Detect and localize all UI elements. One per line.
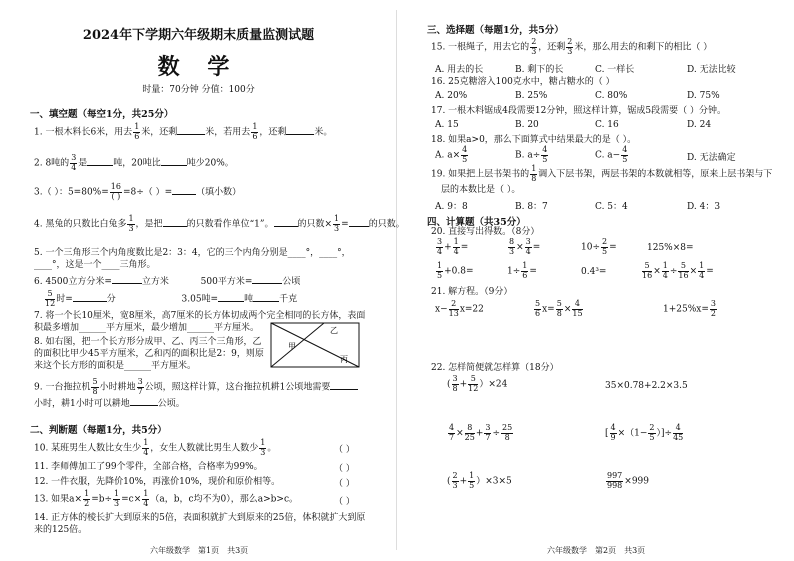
question-12: 12. 一件衣服，先降价10%，再涨价10%，现价和原价相等。 xyxy=(34,477,281,487)
option-16a[interactable]: A. 20% xyxy=(435,91,468,101)
calc-20-2: $\frac{8}{3}$ × $\frac{3}{4}$ = xyxy=(509,237,541,256)
calc-20-6: 1÷ $\frac{1}{6}$ = xyxy=(507,261,537,280)
subject-title: 数 学 xyxy=(157,54,240,80)
exam-meta: 时量：70分钟 分值：100分 xyxy=(142,85,255,95)
calc-20-7: 0.4³= xyxy=(581,267,607,277)
question-5: 5. 一个三角形三个内角度数比是2：3：4，它的三个内角分别是____°，____°，____°，这是一个____三角形。 xyxy=(34,248,351,270)
simplify-22-4: [ $\frac{4}{9}$ ×（1− $\frac{2}{5}$ ）]÷ $\frac{4}{45}$ xyxy=(605,423,684,442)
question-13: 13. 如果a× $\frac{1}{2}$ =b÷ $\frac{1}{3}$ =c× $\frac{1}{4}$ （a，b，c均不为0），那么a>b>c。 xyxy=(34,489,298,508)
section-judge: 二、判断题（每题1分，共5分） xyxy=(30,425,167,436)
option-15c[interactable]: C. 一样长 xyxy=(595,65,635,75)
option-16b[interactable]: B. 25% xyxy=(515,91,548,101)
option-15d[interactable]: D. 无法比较 xyxy=(687,65,736,75)
question-9: 9. 一台拖拉机 $\frac{5}{8}$ 小时耕地 $\frac{3}{7}$ 公顷，照这样计算，这台拖拉机耕1公顷地需要小时，耕1小时可以耕地 公顷。 xyxy=(34,378,366,411)
option-18c[interactable]: C. a− $\frac{4}{5}$ xyxy=(595,145,628,164)
question-11: 11. 李师傅加工了99个零件，全部合格，合格率为99%。 xyxy=(34,462,263,472)
option-16d[interactable]: D. 75% xyxy=(687,91,720,101)
section-fill-blank: 一、填空题（每空1分，共25分） xyxy=(30,109,174,120)
option-18b[interactable]: B. a÷ $\frac{4}{5}$ xyxy=(515,145,548,164)
option-19a[interactable]: A. 9：8 xyxy=(435,202,468,212)
question-2: 2. 8吨的 $\frac{3}{4}$ 是 吨，20吨比 吨少20%。 xyxy=(34,153,234,172)
option-17c[interactable]: C. 16 xyxy=(595,120,619,130)
option-17b[interactable]: B. 20 xyxy=(515,120,539,130)
judge-answer-13[interactable]: （ ） xyxy=(334,497,355,507)
question-1: 1. 一根木料长6米，用去 $\frac{1}{6}$ 米，还剩 米，若用去 $\frac{1}{6}$ ，还剩 米。 xyxy=(34,122,333,141)
simplify-22-6: $\frac{997}{998}$ ×999 xyxy=(607,471,650,490)
option-19d[interactable]: D. 4：3 xyxy=(687,202,721,212)
question-17: 17. 一根木料锯成4段需要12分钟，照这样计算，锯成5段需要（ ）分钟。 xyxy=(431,106,726,116)
question-8: 8. 如右图，把一个长方形分成甲、乙、丙三个三角形，乙的面积比甲少45平方厘米，乙和丙的面积比是2：9，则原来这个长方形的面积是______平方厘米。 xyxy=(34,337,264,371)
question-20: 20. 直接写出得数。（8分） xyxy=(431,227,540,237)
footer-page-1: 六年级数学 第1页 共3页 xyxy=(150,546,249,555)
exam-title: 2024年下学期六年级期末质量监测试题 xyxy=(82,28,315,43)
judge-answer-11[interactable]: （ ） xyxy=(334,464,355,474)
simplify-22-3: $\frac{4}{7}$ × $\frac{8}{25}$ + $\frac{3}{7}$ ÷ $\frac{25}{8}$ xyxy=(449,423,513,442)
question-14: 14. 正方体的棱长扩大到原来的5倍，表面积就扩大到原来的25倍，体积就扩大到原来的125倍。 xyxy=(34,513,366,535)
section-calc: 四、计算题（共35分） xyxy=(427,217,526,228)
option-15b[interactable]: B. 剩下的长 xyxy=(515,65,564,75)
judge-answer-12[interactable]: （ ） xyxy=(334,479,355,489)
simplify-22-5: ( $\frac{2}{3}$ + $\frac{1}{5}$ ）×3×5 xyxy=(447,471,512,490)
question-15: 15. 一根绳子，用去它的 $\frac{2}{3}$ ，还剩 $\frac{2}{3}$ 米，那么用去的和剩下的相比（ ） xyxy=(431,37,713,56)
rectangle-triangles-figure xyxy=(270,322,360,368)
simplify-22-2: 35×0.78+2.2×3.5 xyxy=(605,381,688,391)
question-6: 6. 4500立方分米= 立方米 500平方米= 公顷 xyxy=(34,274,300,288)
question-19-b: 层的本数比是（ ）。 xyxy=(441,185,521,195)
calc-20-8: $\frac{5}{16}$ × $\frac{1}{4}$ ÷ $\frac{5}{16}$ × $\frac{1}{4}$ = xyxy=(642,261,714,280)
calc-20-3: 10÷ $\frac{2}{5}$ = xyxy=(581,237,617,256)
equation-21-2: $\frac{5}{6}$ x= $\frac{5}{8}$ × $\frac{4}{15}$ xyxy=(535,299,583,318)
figure-label-jia: 甲 xyxy=(288,342,296,351)
question-19: 19. 如果把上层书架书的 $\frac{1}{8}$ 调入下层书架，两层书架的本数就相等，原来上层书架与下 xyxy=(431,164,773,183)
question-21: 21. 解方程。（9分） xyxy=(431,287,513,297)
option-18a[interactable]: A. a× $\frac{4}{5}$ xyxy=(435,145,468,164)
question-16: 16. 25克糖溶入100克水中，糖占糖水的（ ） xyxy=(431,77,615,87)
footer-page-2: 六年级数学 第2页 共3页 xyxy=(547,546,646,555)
question-6-b: $\frac{5}{12}$ 时= 分 3.05吨= 吨 千克 xyxy=(45,289,298,308)
option-15a[interactable]: A. 用去的长 xyxy=(435,65,484,75)
question-18: 18. 如果a>0，那么下面算式中结果最大的是（ ）。 xyxy=(431,135,637,145)
option-19b[interactable]: B. 8：7 xyxy=(515,202,548,212)
calc-20-4: 125%×8= xyxy=(647,243,694,253)
equation-21-1: x− $\frac{2}{13}$ x=22 xyxy=(435,299,484,318)
calc-20-1: $\frac{3}{4}$ + $\frac{1}{4}$ = xyxy=(437,237,469,256)
calc-20-5: $\frac{1}{5}$ +0.8= xyxy=(437,261,474,280)
question-4: 4. 黑兔的只数比白兔多 $\frac{1}{3}$ ，是把 的只数看作单位“1”。 的只数× $\frac{1}{3}$ = 的只数。 xyxy=(34,214,405,233)
figure-label-bing: 丙 xyxy=(340,355,348,364)
question-7: 7. 将一个长10厘米，宽8厘米，高7厘米的长方体切成两个完全相同的长方体，表面积最多增加______平方厘米，最少增加______平方厘米。 xyxy=(34,311,366,333)
section-choice: 三、选择题（每题1分，共5分） xyxy=(427,25,564,36)
question-22: 22. 怎样简便就怎样算（18分） xyxy=(431,363,559,373)
option-17a[interactable]: A. 15 xyxy=(435,120,459,130)
option-16c[interactable]: C. 80% xyxy=(595,91,628,101)
option-18d[interactable]: D. 无法确定 xyxy=(687,153,736,163)
option-17d[interactable]: D. 24 xyxy=(687,120,712,130)
simplify-22-1: ( $\frac{3}{8}$ + $\frac{5}{12}$ ）×24 xyxy=(447,374,508,393)
judge-answer-10[interactable]: （ ） xyxy=(334,445,355,455)
figure-label-yi: 乙 xyxy=(330,326,338,335)
question-10: 10. 某班男生人数比女生少 $\frac{1}{4}$ ，女生人数就比男生人数少 $\frac{1}{3}$ 。 xyxy=(34,438,277,457)
question-3: 3.（ ）：5=80%= 16 ( ) =8÷（ ）= （填小数） xyxy=(34,182,242,201)
option-19c[interactable]: C. 5：4 xyxy=(595,202,628,212)
equation-21-3: 1+25%x= $\frac{3}{2}$ xyxy=(663,299,716,318)
right-page xyxy=(397,0,794,561)
